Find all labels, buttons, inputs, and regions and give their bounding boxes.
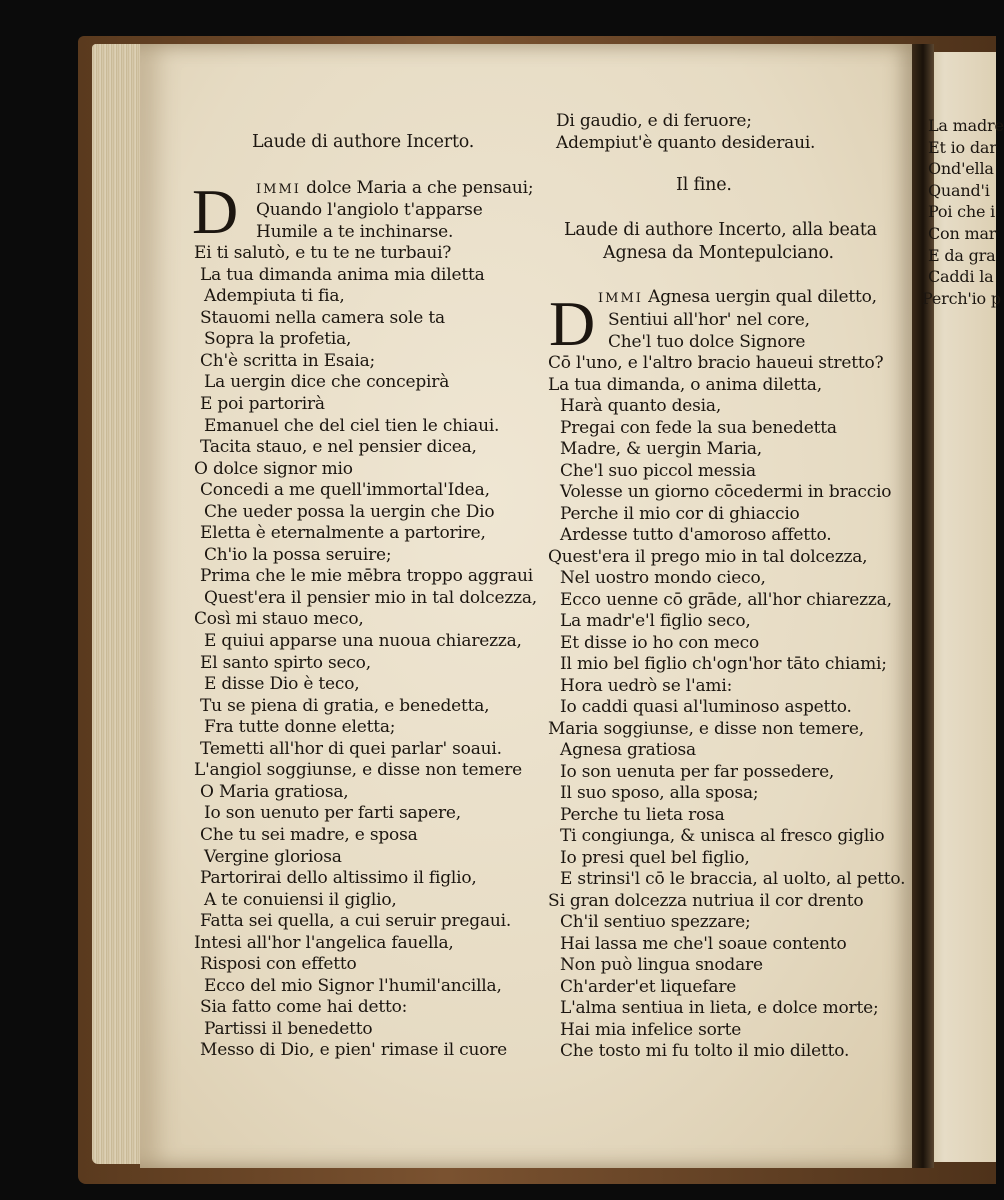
verse-line: Che'l suo piccol messia [560, 460, 756, 481]
left-first-line-rest: dolce Maria a che pensaui; [306, 178, 534, 198]
verse-line: Fra tutte donne eletta; [204, 717, 396, 738]
peek-line: Perch'io p [922, 288, 1001, 308]
verse-line: Ch'arder'et liquefare [560, 976, 737, 997]
verse-line: Ei ti salutò, e tu te ne turbaui? [194, 243, 452, 264]
verse-line: Intesi all'hor l'angelica fauella, [194, 932, 454, 953]
right-drop-cap: D [549, 288, 596, 359]
verse-line: Volesse un giorno cōcedermi in braccio [560, 482, 892, 502]
verse-line: Che'l tuo dolce Signore [608, 331, 806, 352]
right-first-line-caps: IMMI [598, 291, 643, 306]
verse-line: Sentiui all'hor' nel core, [608, 310, 810, 330]
verse-line: E disse Dio è teco, [204, 674, 360, 695]
right-first-line [598, 289, 877, 306]
verse-line: Di gaudio, e di feruore; [556, 111, 752, 131]
verse-line: Vergine gloriosa [204, 846, 342, 867]
verse-line: Che ueder possa la uergin che Dio [204, 501, 495, 522]
verse-line: Si gran dolcezza nutriua il cor drento [548, 890, 864, 911]
left-heading: Laude di authore Incerto. [252, 132, 475, 152]
verse-line: Nel uostro mondo cieco, [560, 568, 766, 588]
verse-line: Ecco del mio Signor l'humil'ancilla, [204, 975, 502, 996]
verse-line: E poi partorirà [200, 393, 325, 414]
peek-line: Poi che i [928, 202, 996, 222]
verse-line: Temetti all'hor di quei parlar' soaui. [200, 738, 502, 759]
verse-line: O dolce signor mio [194, 458, 353, 479]
verse-line: Hai lassa me che'l soaue contento [560, 933, 847, 954]
peek-line: E da gra [928, 245, 996, 265]
right-first-line-rest: Agnesa uergin qual diletto, [648, 287, 877, 307]
verse-line: Ardesse tutto d'amoroso affetto. [560, 525, 832, 545]
verse-line: Io caddi quasi al'luminoso aspetto. [560, 697, 852, 717]
left-first-line [256, 180, 533, 197]
verse-line: Emanuel che del ciel tien le chiaui. [204, 415, 500, 436]
verse-line: Cō l'uno, e l'altro bracio haueui stretto? [548, 353, 884, 373]
verse-line: Et disse io ho con meco [560, 632, 759, 653]
peek-line: La madre [928, 116, 1004, 135]
peek-line: Caddi la [928, 267, 994, 287]
verse-line: Madre, & uergin Maria, [560, 439, 763, 459]
peek-line: Ond'ella [928, 159, 994, 179]
verse-line: Humile a te inchinarse. [256, 221, 454, 242]
verse-line: Che tu sei madre, e sposa [200, 824, 418, 845]
verse-line: Tacita stauo, e nel pensier dicea, [200, 437, 477, 458]
verse-line: Maria soggiunse, e disse non temere, [548, 718, 864, 739]
verse-line: Tu se piena di gratia, e benedetta, [200, 695, 490, 716]
verse-line: Risposi con effetto [200, 954, 357, 975]
verse-line: Che tosto mi fu tolto il mio diletto. [560, 1041, 850, 1061]
verse-line: Partorirai dello altissimo il figlio, [200, 868, 477, 889]
verse-line: La tua dimanda, o anima diletta, [548, 374, 822, 395]
verse-line: Ch'il sentiuo spezzare; [560, 912, 751, 932]
verse-line: Perche tu lieta rosa [560, 804, 725, 825]
verse-line: Così mi stauo meco, [194, 609, 364, 630]
left-drop-cap: D [192, 176, 239, 247]
verse-line: Fatta sei quella, a cui seruir pregaui. [200, 911, 512, 932]
verse-line: Agnesa gratiosa [560, 740, 696, 760]
verse-line: Ecco uenne cō grāde, all'hor chiarezza, [560, 589, 892, 610]
verse-line: Il suo sposo, alla sposa; [560, 783, 759, 803]
verse-line: Quest'era il pensier mio in tal dolcezza, [204, 587, 538, 608]
verse-line: Eletta è eternalmente a partorire, [200, 523, 486, 544]
verse-line: Sopra la profetia, [204, 329, 352, 350]
verse-line: E quiui apparse una nuoua chiarezza, [204, 631, 522, 651]
verse-line: El santo spirto seco, [200, 652, 371, 673]
peek-line: Con mar [928, 224, 997, 243]
verse-line: Ti congiunga, & unisca al fresco giglio [560, 826, 885, 846]
right-heading-line-1: Laude di authore Incerto, alla beata [564, 220, 877, 240]
verse-line: Sia fatto come hai detto: [200, 997, 408, 1018]
verse-line: Partissi il benedetto [204, 1018, 373, 1039]
verse-line: Io son uenuto per farti sapere, [204, 803, 461, 824]
verse-line: Ch'è scritta in Esaia; [200, 350, 376, 371]
verse-line: E strinsi'l cō le braccia, al uolto, al petto. [560, 869, 906, 889]
right-heading-line-2: Agnesa da Montepulciano. [603, 243, 834, 263]
verse-line: Quest'era il prego mio in tal dolcezza, [548, 546, 868, 567]
verse-line: A te conuiensi il giglio, [204, 889, 397, 910]
verse-line: Prima che le mie mēbra troppo aggraui [200, 566, 533, 587]
verse-line: Il mio bel figlio ch'ogn'hor tāto chiami; [560, 654, 887, 674]
peek-line: Quand'i [928, 180, 990, 200]
verse-line: La madr'e'l figlio seco, [560, 611, 751, 631]
verse-line: Pregai con fede la sua benedetta [560, 417, 837, 438]
verse-line: Quando l'angiolo t'apparse [256, 200, 483, 220]
verse-line: Messo di Dio, e pien' rimase il cuore [200, 1040, 508, 1061]
verse-line: Concedi a me quell'immortal'Idea, [200, 480, 490, 501]
verse-line: L'alma sentiua in lieta, e dolce morte; [560, 998, 879, 1018]
verse-line: Adempiuta ti fia, [204, 286, 345, 307]
verse-line: L'angiol soggiunse, e disse non temere [194, 760, 522, 781]
verse-line: Ch'io la possa seruire; [204, 544, 392, 565]
verse-line: La uergin dice che concepirà [204, 372, 450, 393]
verse-line: Harà quanto desia, [560, 396, 722, 416]
verse-line: La tua dimanda anima mia diletta [200, 264, 485, 285]
verse-line: Io son uenuta per far possedere, [560, 761, 835, 782]
verse-line: Io presi quel bel figlio, [560, 847, 750, 868]
verse-line: O Maria gratiosa, [200, 781, 349, 802]
peek-line: Et io dar [928, 137, 997, 157]
il-fine: Il fine. [676, 175, 732, 195]
verse-line: Hai mia infelice sorte [560, 1019, 742, 1040]
verse-line: Perche il mio cor di ghiaccio [560, 503, 800, 524]
verse-line: Non può lingua snodare [560, 955, 763, 975]
verse-line: Hora uedrò se l'ami: [560, 675, 733, 696]
verse-line: Adempiut'è quanto desideraui. [556, 133, 816, 153]
left-first-line-caps: IMMI [256, 182, 301, 197]
verse-line: Stauomi nella camera sole ta [200, 307, 445, 328]
